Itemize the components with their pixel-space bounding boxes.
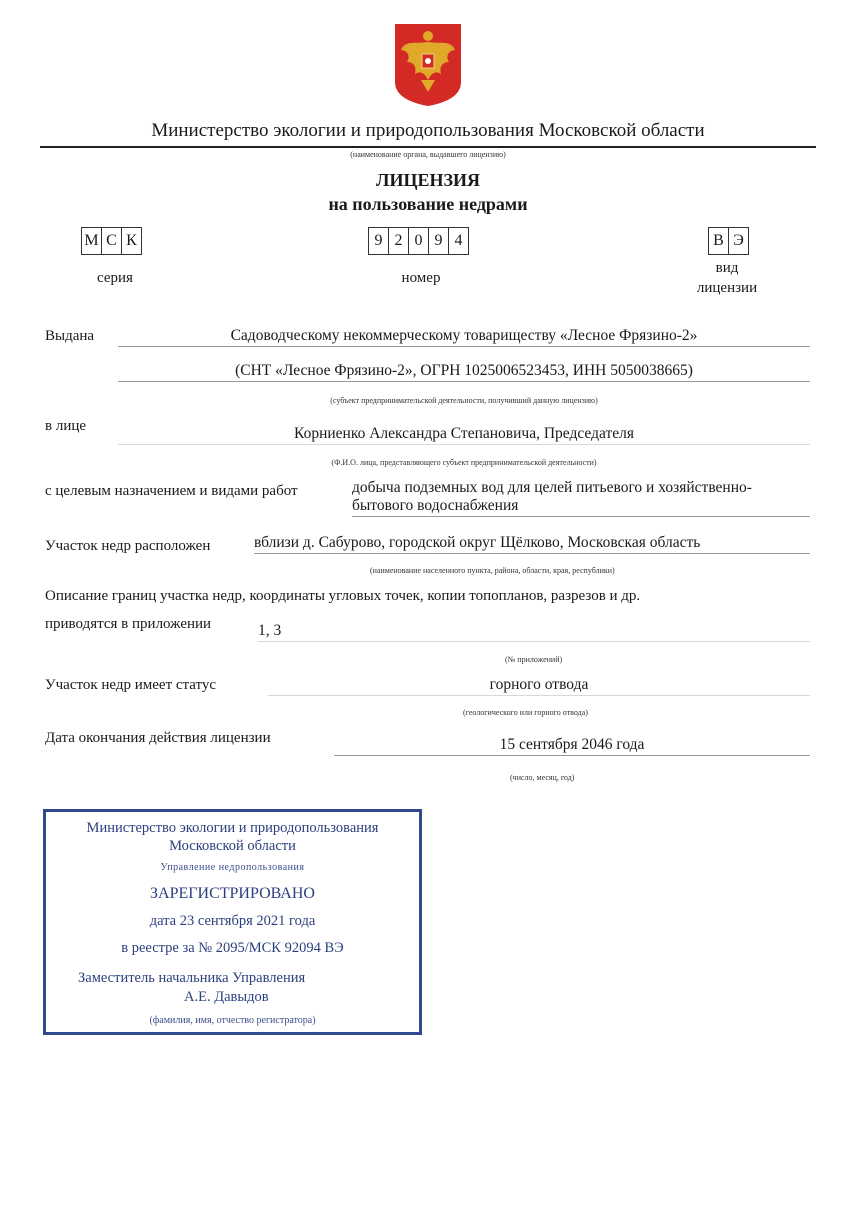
series-char: К: [121, 227, 142, 255]
stamp-official-title: Заместитель начальника Управления: [78, 970, 306, 986]
expiry-date: 15 сентября 2046 года: [334, 736, 810, 756]
type-boxes: [709, 227, 749, 255]
expiry-label: Дата окончания действия лицензии: [45, 730, 271, 746]
coat-of-arms-icon: [393, 22, 463, 108]
issued-label: Выдана: [45, 328, 95, 344]
appendix-numbers: 1, 3: [258, 622, 810, 642]
type-char: В: [708, 227, 729, 255]
registration-stamp: [43, 809, 422, 1035]
series-char: М: [81, 227, 102, 255]
expiry-caption: (число, месяц, год): [510, 773, 575, 782]
type-label-line2: лицензии: [696, 280, 758, 296]
location-label: Участок недр расположен: [45, 538, 211, 554]
type-label: вид: [715, 260, 739, 276]
status-label: Участок недр имеет статус: [45, 677, 217, 693]
stamp-caption: (фамилия, имя, отчество регистратора): [149, 1015, 316, 1026]
stamp-date: дата 23 сентября 2021 года: [149, 913, 316, 929]
stamp-department: Управление недропользования: [160, 862, 305, 873]
stamp-ministry-line2: Московской области: [169, 838, 296, 854]
stamp-registered: ЗАРЕГИСТРИРОВАНО: [150, 885, 315, 902]
status-value: горного отвода: [268, 676, 810, 696]
stamp-official-name: А.Е. Давыдов: [184, 989, 269, 1005]
series-boxes: [82, 227, 142, 255]
number-label: номер: [401, 270, 441, 286]
representative-name: Корниенко Александра Степановича, Председателя: [118, 425, 810, 445]
number-char: 4: [448, 227, 469, 255]
appendix-label: приводятся в приложении: [45, 616, 212, 632]
type-char: Э: [728, 227, 749, 255]
number-char: 9: [428, 227, 449, 255]
person-caption: (Ф.И.О. лица, представляющего субъект предпринимательской деятельности): [331, 458, 597, 467]
location-value: вблизи д. Сабурово, городской округ Щёлково, Московская область: [254, 534, 810, 554]
person-label: в лице: [45, 418, 87, 434]
stamp-ministry-line1: Министерство экологии и природопользования: [86, 820, 379, 836]
series-char: С: [101, 227, 122, 255]
status-caption: (геологического или горного отвода): [463, 708, 588, 717]
document-subtitle: на пользование недрами: [328, 194, 528, 214]
purpose-label: с целевым назначением и видами работ: [45, 483, 298, 499]
document-title: ЛИЦЕНЗИЯ: [376, 170, 480, 190]
issued-caption: (субъект предпринимательской деятельности, получивший данную лицензию): [330, 396, 598, 405]
number-boxes: [369, 227, 469, 255]
issuing-authority-caption: (наименование органа, выдавшего лицензию): [350, 150, 506, 159]
number-char: 0: [408, 227, 429, 255]
issued-to-line1: Садоводческому некоммерческому товариществу «Лесное Фрязино-2»: [118, 327, 810, 347]
number-char: 2: [388, 227, 409, 255]
appendix-caption: (№ приложений): [505, 655, 563, 664]
number-char: 9: [368, 227, 389, 255]
purpose-line2: бытового водоснабжения: [352, 497, 810, 517]
stamp-registry-number: в реестре за № 2095/МСК 92094 ВЭ: [121, 940, 344, 956]
purpose-line1: добыча подземных вод для целей питьевого и хозяйственно-: [352, 479, 752, 496]
header-divider: [40, 146, 816, 148]
series-label: серия: [97, 270, 133, 286]
borders-description: Описание границ участка недр, координаты угловых точек, копии топопланов, разрезов и др.: [45, 588, 641, 604]
issued-to-line2: (СНТ «Лесное Фрязино-2», ОГРН 1025006523453, ИНН 5050038665): [118, 362, 810, 382]
issuing-authority: Министерство экологии и природопользования Московской области: [151, 120, 705, 141]
location-caption: (наименование населенного пункта, района, области, края, республики): [370, 566, 615, 575]
